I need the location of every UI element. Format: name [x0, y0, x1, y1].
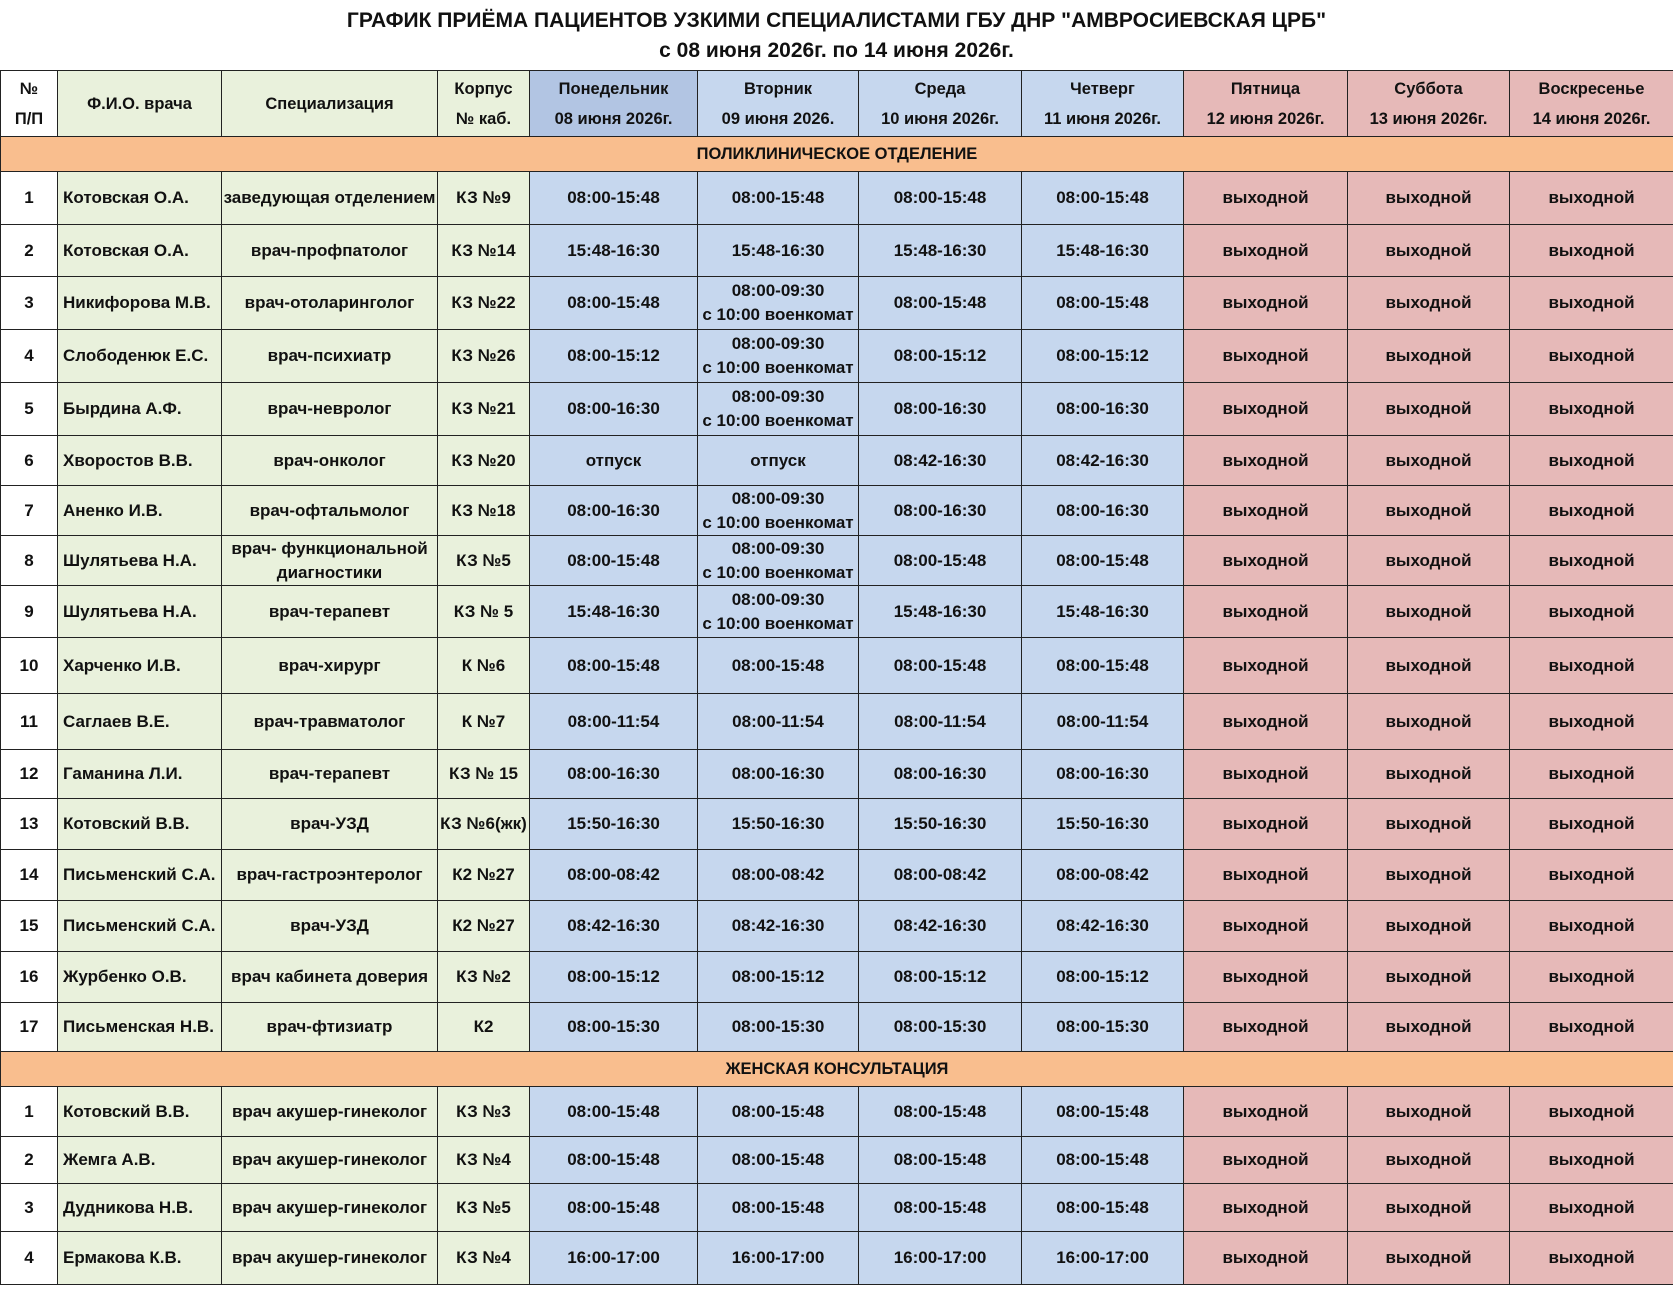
schedule-fri: выходной — [1184, 586, 1348, 638]
table-row — [1, 850, 1673, 901]
title-line-1: ГРАФИК ПРИЁМА ПАЦИЕНТОВ УЗКИМИ СПЕЦИАЛИСТАМИ ГБУ ДНР "АМВРОСИЕВСКАЯ ЦРБ" — [346, 9, 1327, 32]
schedule-tue: 08:00-09:30 с 10:00 военкомат — [698, 383, 859, 436]
schedule-tue: 08:00-09:30 с 10:00 военкомат — [698, 330, 859, 383]
room-number: К №6 — [438, 638, 530, 694]
specialization: врач-хирург — [222, 638, 438, 694]
schedule-sun: выходной — [1510, 383, 1673, 436]
doctor-name: Жемга А.В. — [58, 1137, 222, 1184]
specialization: врач-травматолог — [222, 694, 438, 750]
schedule-sat: выходной — [1348, 750, 1510, 799]
specialization: врач-онколог — [222, 436, 438, 486]
schedule-sun: выходной — [1510, 436, 1673, 486]
room-number: КЗ №20 — [438, 436, 530, 486]
room-number: К2 №27 — [438, 850, 530, 901]
row-number: 3 — [1, 1184, 58, 1232]
schedule-thu: 08:00-11:54 — [1022, 694, 1184, 750]
schedule-wed: 15:50-16:30 — [859, 799, 1022, 850]
schedule-tue: 08:00-15:48 — [698, 638, 859, 694]
schedule-tue: 08:00-09:30 с 10:00 военкомат — [698, 277, 859, 330]
specialization: врач-фтизиатр — [222, 1003, 438, 1052]
table-row — [1, 1137, 1673, 1184]
room-number: КЗ №21 — [438, 383, 530, 436]
schedule-thu: 15:48-16:30 — [1022, 586, 1184, 638]
schedule-sat: выходной — [1348, 1003, 1510, 1052]
table-row — [1, 638, 1673, 694]
schedule-thu: 08:00-15:48 — [1022, 638, 1184, 694]
table-row — [1, 172, 1673, 225]
schedule-wed: 08:00-15:12 — [859, 952, 1022, 1003]
specialization: врач-гастроэнтеролог — [222, 850, 438, 901]
table-row — [1, 277, 1673, 330]
schedule-tue: 08:00-15:48 — [698, 1087, 859, 1137]
specialization: врач-невролог — [222, 383, 438, 436]
doctor-name: Аненко И.В. — [58, 486, 222, 536]
schedule-sun: выходной — [1510, 586, 1673, 638]
schedule-sun: выходной — [1510, 1003, 1673, 1052]
schedule-sun: выходной — [1510, 277, 1673, 330]
schedule-sat: выходной — [1348, 172, 1510, 225]
schedule-sun: выходной — [1510, 901, 1673, 952]
schedule-thu: 08:42-16:30 — [1022, 436, 1184, 486]
header-day-wed: Среда 10 июня 2026г. — [859, 71, 1022, 137]
row-number: 13 — [1, 799, 58, 850]
schedule-sat: выходной — [1348, 694, 1510, 750]
section-header — [1, 137, 1673, 172]
doctor-name: Гаманина Л.И. — [58, 750, 222, 799]
schedule-fri: выходной — [1184, 799, 1348, 850]
schedule-wed: 16:00-17:00 — [859, 1232, 1022, 1285]
schedule-mon: 08:00-15:48 — [530, 1137, 698, 1184]
schedule-thu: 08:00-15:48 — [1022, 172, 1184, 225]
table-row — [1, 750, 1673, 799]
schedule-fri: выходной — [1184, 172, 1348, 225]
schedule-wed: 15:48-16:30 — [859, 586, 1022, 638]
doctor-name: Саглаев В.Е. — [58, 694, 222, 750]
schedule-fri: выходной — [1184, 1087, 1348, 1137]
schedule-sun: выходной — [1510, 1137, 1673, 1184]
table-row — [1, 225, 1673, 277]
section-title: ПОЛИКЛИНИЧЕСКОЕ ОТДЕЛЕНИЕ — [1, 137, 1673, 172]
schedule-sat: выходной — [1348, 486, 1510, 536]
room-number: К2 №27 — [438, 901, 530, 952]
schedule-sat: выходной — [1348, 586, 1510, 638]
room-number: К №7 — [438, 694, 530, 750]
schedule-sun: выходной — [1510, 1184, 1673, 1232]
schedule-mon: 08:00-16:30 — [530, 383, 698, 436]
schedule-fri: выходной — [1184, 750, 1348, 799]
schedule-wed: 08:00-15:12 — [859, 330, 1022, 383]
doctor-name: Котовский В.В. — [58, 1087, 222, 1137]
room-number: КЗ №26 — [438, 330, 530, 383]
specialization: врач акушер-гинеколог — [222, 1087, 438, 1137]
schedule-sun: выходной — [1510, 486, 1673, 536]
room-number: КЗ № 5 — [438, 586, 530, 638]
row-number: 2 — [1, 1137, 58, 1184]
doctor-name: Слободенюк Е.С. — [58, 330, 222, 383]
schedule-fri: выходной — [1184, 694, 1348, 750]
room-number: КЗ №3 — [438, 1087, 530, 1137]
schedule-tue: 08:00-15:48 — [698, 1137, 859, 1184]
schedule-thu: 08:00-16:30 — [1022, 750, 1184, 799]
schedule-wed: 08:00-15:30 — [859, 1003, 1022, 1052]
schedule-thu: 08:42-16:30 — [1022, 901, 1184, 952]
doctor-name: Котовская О.А. — [58, 172, 222, 225]
specialization: врач кабинета доверия — [222, 952, 438, 1003]
room-number: КЗ №9 — [438, 172, 530, 225]
schedule-wed: 08:00-16:30 — [859, 486, 1022, 536]
table-row — [1, 1003, 1673, 1052]
schedule-sun: выходной — [1510, 330, 1673, 383]
schedule-wed: 15:48-16:30 — [859, 225, 1022, 277]
schedule-sat: выходной — [1348, 952, 1510, 1003]
schedule-wed: 08:42-16:30 — [859, 436, 1022, 486]
room-number: КЗ №6(жк) — [438, 799, 530, 850]
schedule-mon: 15:48-16:30 — [530, 225, 698, 277]
header-num: № П/П — [1, 71, 58, 137]
schedule-fri: выходной — [1184, 1137, 1348, 1184]
room-number: КЗ № 15 — [438, 750, 530, 799]
row-number: 1 — [1, 1087, 58, 1137]
schedule-fri: выходной — [1184, 383, 1348, 436]
section-header — [1, 1052, 1673, 1087]
doctor-name: Письменская Н.В. — [58, 1003, 222, 1052]
room-number: КЗ №5 — [438, 536, 530, 586]
table-row — [1, 952, 1673, 1003]
title-line-2: с 08 июня 2026г. по 14 июня 2026г. — [659, 39, 1014, 62]
schedule-wed: 08:42-16:30 — [859, 901, 1022, 952]
header-name: Ф.И.О. врача — [58, 71, 222, 137]
specialization: врач-офтальмолог — [222, 486, 438, 536]
schedule-tue: отпуск — [698, 436, 859, 486]
schedule-mon: 08:00-15:48 — [530, 172, 698, 225]
row-number: 4 — [1, 1232, 58, 1285]
schedule-wed: 08:00-15:48 — [859, 1184, 1022, 1232]
schedule-wed: 08:00-08:42 — [859, 850, 1022, 901]
doctor-name: Бырдина А.Ф. — [58, 383, 222, 436]
table-row — [1, 486, 1673, 536]
schedule-mon: отпуск — [530, 436, 698, 486]
header-day-fri: Пятница 12 июня 2026г. — [1184, 71, 1348, 137]
schedule-sat: выходной — [1348, 901, 1510, 952]
schedule-thu: 08:00-08:42 — [1022, 850, 1184, 901]
room-number: КЗ №2 — [438, 952, 530, 1003]
row-number: 16 — [1, 952, 58, 1003]
schedule-fri: выходной — [1184, 638, 1348, 694]
specialization: заведующая отделением — [222, 172, 438, 225]
schedule-sun: выходной — [1510, 1087, 1673, 1137]
header-day-sun: Воскресенье 14 июня 2026г. — [1510, 71, 1673, 137]
table-row — [1, 1087, 1673, 1137]
schedule-wed: 08:00-15:48 — [859, 172, 1022, 225]
schedule-sun: выходной — [1510, 1232, 1673, 1285]
header-day-thu: Четверг 11 июня 2026г. — [1022, 71, 1184, 137]
table-row — [1, 586, 1673, 638]
schedule-wed: 08:00-11:54 — [859, 694, 1022, 750]
schedule-thu: 08:00-15:30 — [1022, 1003, 1184, 1052]
schedule-wed: 08:00-15:48 — [859, 536, 1022, 586]
schedule-mon: 15:48-16:30 — [530, 586, 698, 638]
schedule-thu: 08:00-15:12 — [1022, 952, 1184, 1003]
section-title: ЖЕНСКАЯ КОНСУЛЬТАЦИЯ — [1, 1052, 1673, 1087]
schedule-mon: 08:00-11:54 — [530, 694, 698, 750]
table-row — [1, 436, 1673, 486]
specialization: врач акушер-гинеколог — [222, 1184, 438, 1232]
specialization: врач-терапевт — [222, 750, 438, 799]
room-number: КЗ №4 — [438, 1232, 530, 1285]
row-number: 4 — [1, 330, 58, 383]
schedule-tue: 08:00-15:12 — [698, 952, 859, 1003]
schedule-sun: выходной — [1510, 638, 1673, 694]
schedule-mon: 08:00-15:12 — [530, 330, 698, 383]
row-number: 10 — [1, 638, 58, 694]
specialization: врач-психиатр — [222, 330, 438, 383]
schedule-mon: 08:00-15:48 — [530, 277, 698, 330]
schedule-wed: 08:00-15:48 — [859, 1087, 1022, 1137]
schedule-fri: выходной — [1184, 1232, 1348, 1285]
schedule-fri: выходной — [1184, 901, 1348, 952]
row-number: 14 — [1, 850, 58, 901]
schedule-sat: выходной — [1348, 225, 1510, 277]
row-number: 2 — [1, 225, 58, 277]
schedule-fri: выходной — [1184, 850, 1348, 901]
schedule-sun: выходной — [1510, 225, 1673, 277]
table-row — [1, 1232, 1673, 1285]
doctor-name: Хворостов В.В. — [58, 436, 222, 486]
header-row — [1, 71, 1673, 137]
header-spec: Специализация — [222, 71, 438, 137]
schedule-sat: выходной — [1348, 799, 1510, 850]
specialization: врач-терапевт — [222, 586, 438, 638]
schedule-fri: выходной — [1184, 436, 1348, 486]
schedule-thu: 08:00-15:48 — [1022, 277, 1184, 330]
row-number: 12 — [1, 750, 58, 799]
schedule-mon: 16:00-17:00 — [530, 1232, 698, 1285]
doctor-name: Котовский В.В. — [58, 799, 222, 850]
specialization: врач- функциональной диагностики — [222, 536, 438, 586]
schedule-tue: 08:00-08:42 — [698, 850, 859, 901]
table-row — [1, 901, 1673, 952]
header-day-sat: Суббота 13 июня 2026г. — [1348, 71, 1510, 137]
schedule-sat: выходной — [1348, 1184, 1510, 1232]
doctor-name: Дудникова Н.В. — [58, 1184, 222, 1232]
table-row — [1, 383, 1673, 436]
schedule-title — [0, 0, 1673, 70]
schedule-mon: 08:00-15:48 — [530, 1087, 698, 1137]
schedule-sun: выходной — [1510, 799, 1673, 850]
schedule-tue: 15:48-16:30 — [698, 225, 859, 277]
schedule-sun: выходной — [1510, 694, 1673, 750]
row-number: 1 — [1, 172, 58, 225]
schedule-sat: выходной — [1348, 330, 1510, 383]
schedule-tue: 08:42-16:30 — [698, 901, 859, 952]
table-row — [1, 694, 1673, 750]
room-number: КЗ №18 — [438, 486, 530, 536]
schedule-tue: 08:00-09:30 с 10:00 военкомат — [698, 486, 859, 536]
schedule-mon: 08:00-16:30 — [530, 750, 698, 799]
row-number: 8 — [1, 536, 58, 586]
schedule-mon: 08:00-15:48 — [530, 1184, 698, 1232]
row-number: 3 — [1, 277, 58, 330]
schedule-tue: 15:50-16:30 — [698, 799, 859, 850]
schedule-fri: выходной — [1184, 486, 1348, 536]
doctor-name: Письменский С.А. — [58, 850, 222, 901]
schedule-wed: 08:00-16:30 — [859, 383, 1022, 436]
schedule-wed: 08:00-15:48 — [859, 638, 1022, 694]
specialization: врач акушер-гинеколог — [222, 1232, 438, 1285]
row-number: 15 — [1, 901, 58, 952]
schedule-mon: 08:00-15:48 — [530, 638, 698, 694]
doctor-name: Письменский С.А. — [58, 901, 222, 952]
schedule-fri: выходной — [1184, 1184, 1348, 1232]
doctor-name: Котовская О.А. — [58, 225, 222, 277]
schedule-fri: выходной — [1184, 952, 1348, 1003]
schedule-tue: 08:00-15:48 — [698, 1184, 859, 1232]
row-number: 11 — [1, 694, 58, 750]
row-number: 5 — [1, 383, 58, 436]
table-row — [1, 330, 1673, 383]
schedule-fri: выходной — [1184, 330, 1348, 383]
specialization: врач-УЗД — [222, 799, 438, 850]
schedule-thu: 15:48-16:30 — [1022, 225, 1184, 277]
room-number: КЗ №22 — [438, 277, 530, 330]
schedule-mon: 08:00-08:42 — [530, 850, 698, 901]
room-number: КЗ №5 — [438, 1184, 530, 1232]
schedule-fri: выходной — [1184, 277, 1348, 330]
schedule-sat: выходной — [1348, 277, 1510, 330]
schedule-tue: 16:00-17:00 — [698, 1232, 859, 1285]
schedule-sun: выходной — [1510, 750, 1673, 799]
schedule-mon: 08:00-15:30 — [530, 1003, 698, 1052]
schedule-sun: выходной — [1510, 952, 1673, 1003]
schedule-mon: 08:42-16:30 — [530, 901, 698, 952]
schedule-sat: выходной — [1348, 1087, 1510, 1137]
schedule-mon: 08:00-15:48 — [530, 536, 698, 586]
specialization: врач-УЗД — [222, 901, 438, 952]
table-row — [1, 536, 1673, 586]
header-day-mon: Понедельник 08 июня 2026г. — [530, 71, 698, 137]
doctor-name: Ермакова К.В. — [58, 1232, 222, 1285]
schedule-tue: 08:00-16:30 — [698, 750, 859, 799]
schedule-sat: выходной — [1348, 850, 1510, 901]
schedule-thu: 08:00-16:30 — [1022, 486, 1184, 536]
row-number: 9 — [1, 586, 58, 638]
doctor-name: Харченко И.В. — [58, 638, 222, 694]
schedule-thu: 08:00-15:48 — [1022, 1137, 1184, 1184]
schedule-body — [1, 137, 1673, 1285]
schedule-sat: выходной — [1348, 536, 1510, 586]
schedule-sun: выходной — [1510, 172, 1673, 225]
schedule-sun: выходной — [1510, 536, 1673, 586]
schedule-fri: выходной — [1184, 536, 1348, 586]
schedule-thu: 16:00-17:00 — [1022, 1232, 1184, 1285]
table-row — [1, 799, 1673, 850]
schedule-thu: 08:00-15:48 — [1022, 536, 1184, 586]
specialization: врач-профпатолог — [222, 225, 438, 277]
room-number: К2 — [438, 1003, 530, 1052]
doctor-name: Журбенко О.В. — [58, 952, 222, 1003]
schedule-sat: выходной — [1348, 1137, 1510, 1184]
row-number: 17 — [1, 1003, 58, 1052]
specialization: врач-отоларинголог — [222, 277, 438, 330]
schedule-sat: выходной — [1348, 1232, 1510, 1285]
schedule-thu: 08:00-15:48 — [1022, 1184, 1184, 1232]
schedule-wed: 08:00-16:30 — [859, 750, 1022, 799]
schedule-sat: выходной — [1348, 436, 1510, 486]
schedule-table — [0, 70, 1673, 1285]
doctor-name: Никифорова М.В. — [58, 277, 222, 330]
schedule-wed: 08:00-15:48 — [859, 277, 1022, 330]
schedule-fri: выходной — [1184, 225, 1348, 277]
schedule-tue: 08:00-15:48 — [698, 172, 859, 225]
header-room: Корпус № каб. — [438, 71, 530, 137]
row-number: 6 — [1, 436, 58, 486]
schedule-mon: 08:00-16:30 — [530, 486, 698, 536]
table-row — [1, 1184, 1673, 1232]
schedule-sat: выходной — [1348, 638, 1510, 694]
schedule-mon: 15:50-16:30 — [530, 799, 698, 850]
schedule-tue: 08:00-09:30 с 10:00 военкомат — [698, 536, 859, 586]
room-number: КЗ №14 — [438, 225, 530, 277]
schedule-wed: 08:00-15:48 — [859, 1137, 1022, 1184]
room-number: КЗ №4 — [438, 1137, 530, 1184]
header-day-tue: Вторник 09 июня 2026. — [698, 71, 859, 137]
schedule-tue: 08:00-09:30 с 10:00 военкомат — [698, 586, 859, 638]
specialization: врач акушер-гинеколог — [222, 1137, 438, 1184]
row-number: 7 — [1, 486, 58, 536]
schedule-thu: 15:50-16:30 — [1022, 799, 1184, 850]
schedule-thu: 08:00-15:48 — [1022, 1087, 1184, 1137]
schedule-thu: 08:00-16:30 — [1022, 383, 1184, 436]
doctor-name: Шулятьева Н.А. — [58, 536, 222, 586]
schedule-mon: 08:00-15:12 — [530, 952, 698, 1003]
schedule-fri: выходной — [1184, 1003, 1348, 1052]
schedule-thu: 08:00-15:12 — [1022, 330, 1184, 383]
schedule-tue: 08:00-11:54 — [698, 694, 859, 750]
schedule-sat: выходной — [1348, 383, 1510, 436]
schedule-sun: выходной — [1510, 850, 1673, 901]
schedule-tue: 08:00-15:30 — [698, 1003, 859, 1052]
doctor-name: Шулятьева Н.А. — [58, 586, 222, 638]
